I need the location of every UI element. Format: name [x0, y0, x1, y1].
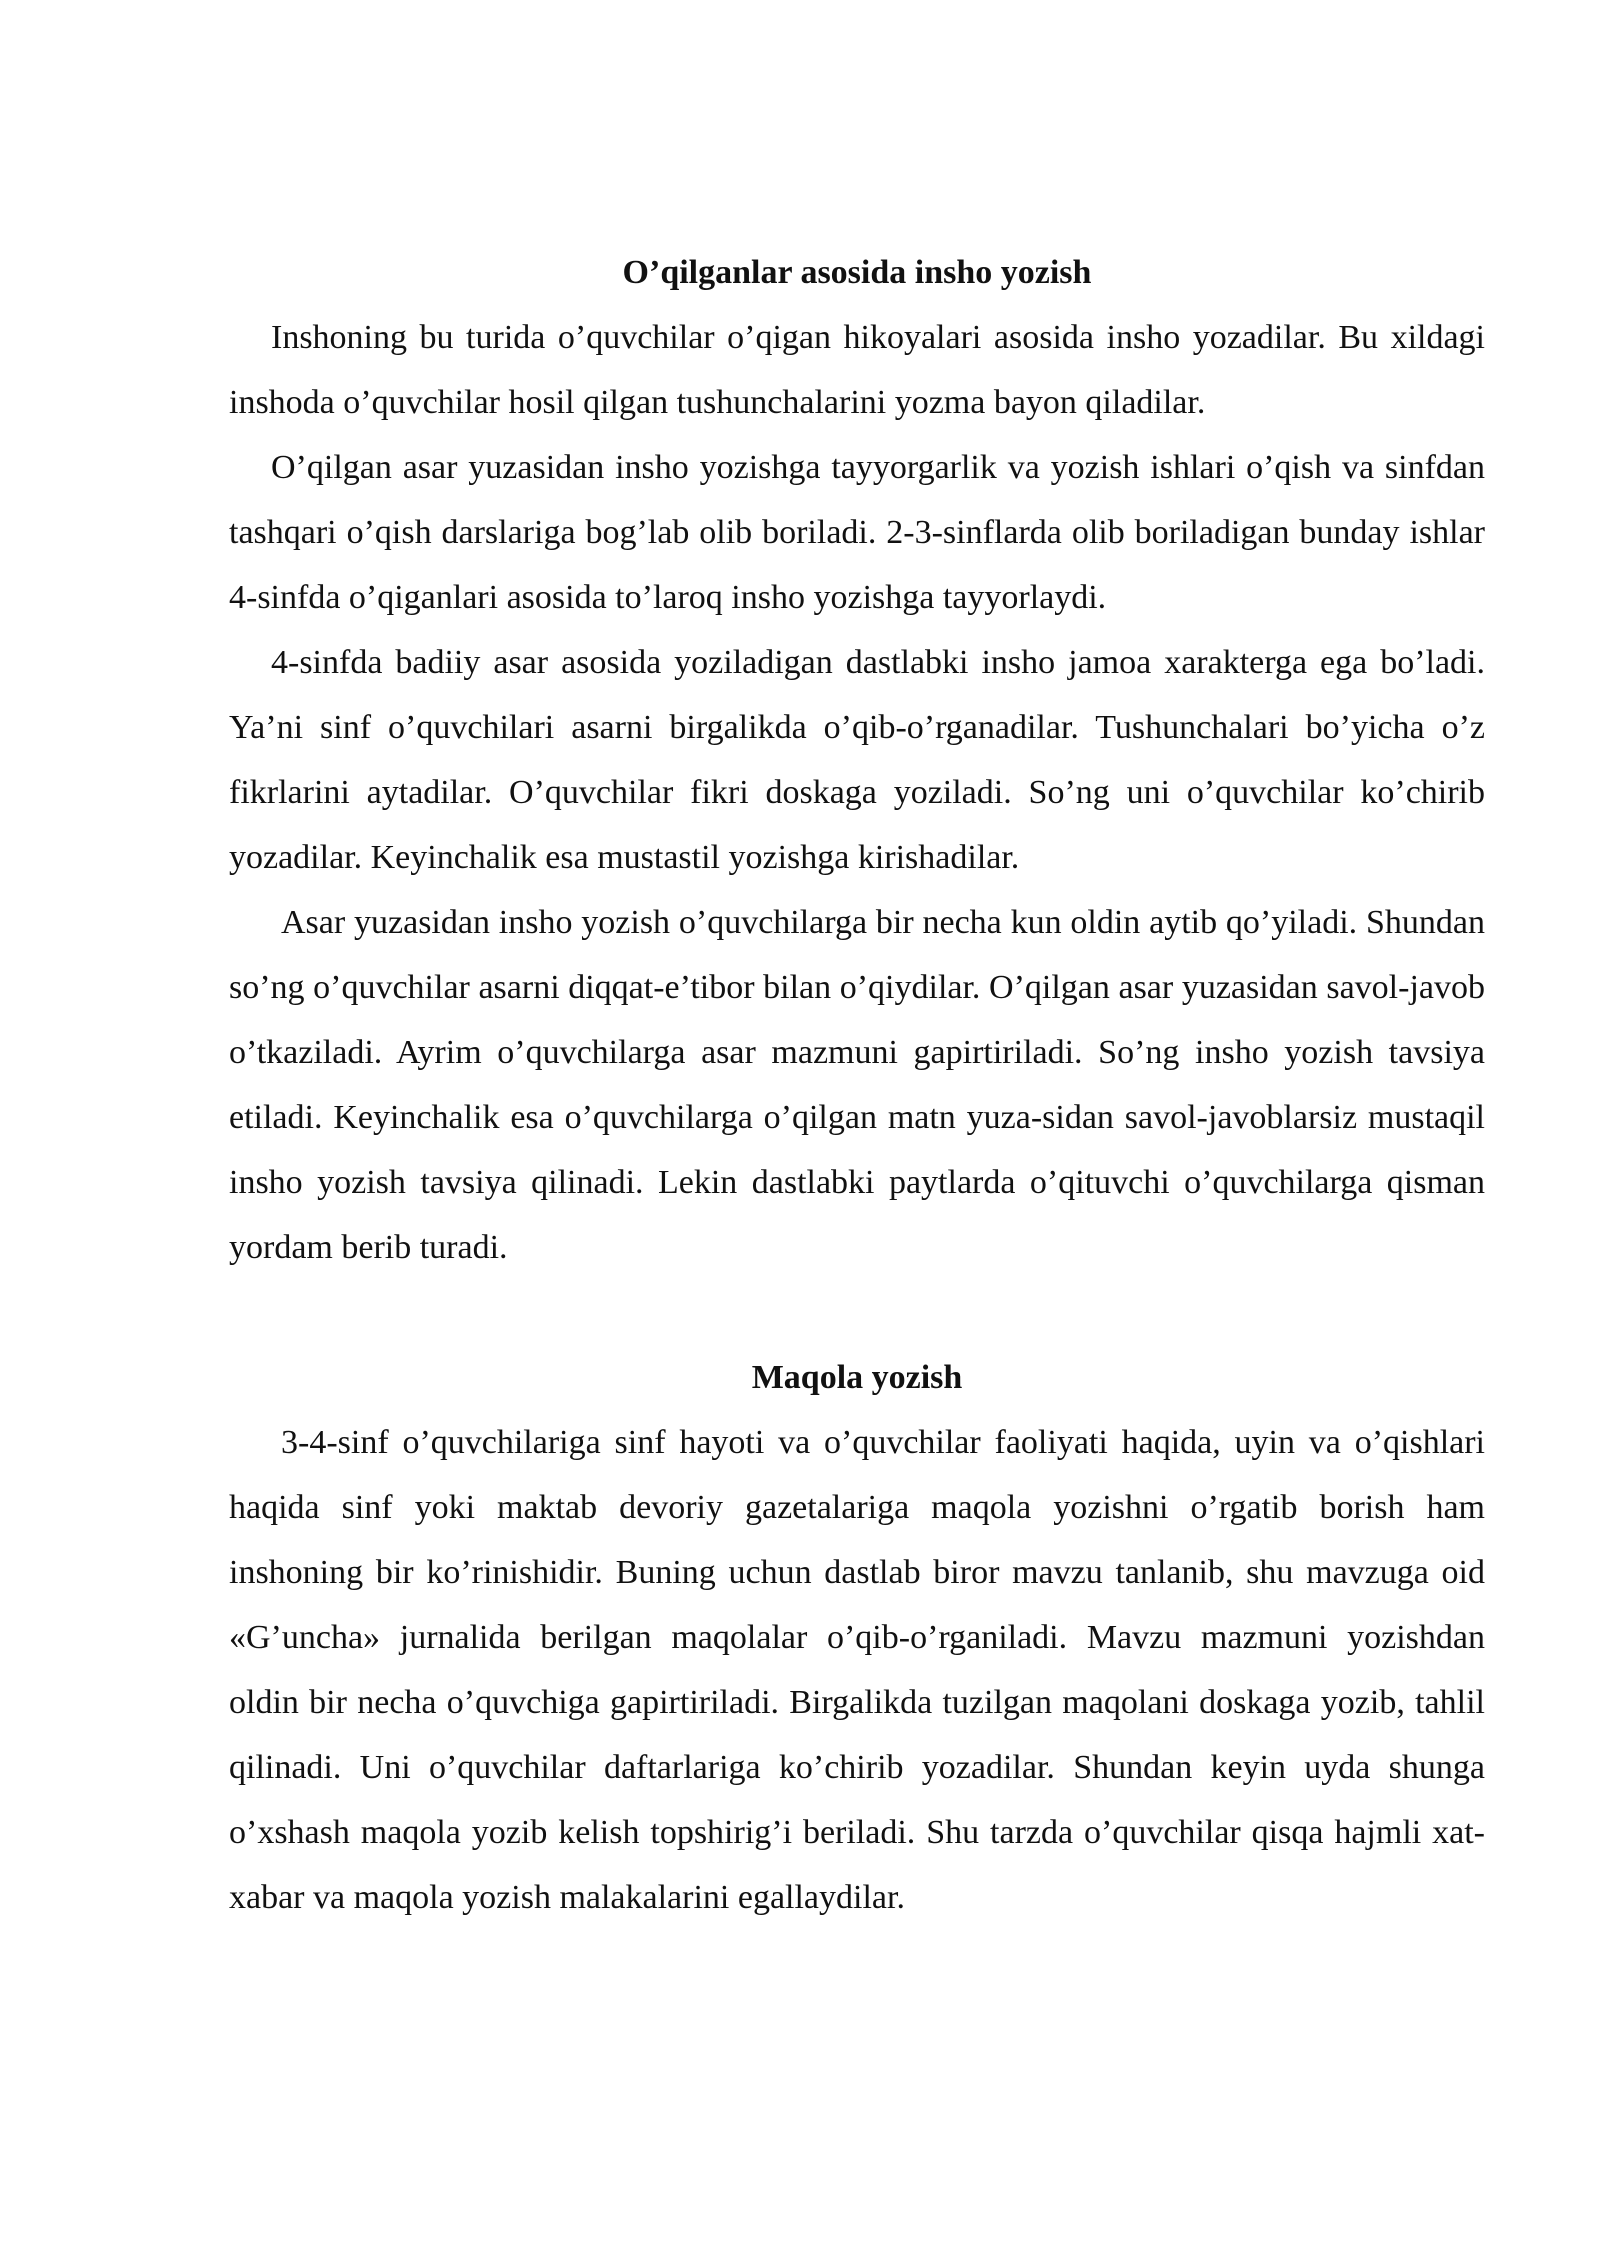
- paragraph: Inshoning bu turida o’quvchilar o’qigan hikoyalari asosida insho yozadilar. Bu xildagi inshoda o’quvchilar hosil qilgan tushunchalarini yozma bayon qiladilar.: [229, 319, 1485, 421]
- document-body: [229, 240, 1485, 1930]
- section-title-insho: O’qilganlar asosida insho yozish: [622, 254, 1092, 291]
- paragraph: O’qilgan asar yuzasidan insho yozishga tayyorgarlik va yozish ishlari o’qish va sinfdan tashqari o’qish darslariga bog’lab olib boriladi. 2-3-sinflarda olib boriladigan bunday ishlar 4-sinfda o’qiganlari asosida to’laroq insho yozishga tayyorlaydi.: [229, 449, 1485, 616]
- paragraph: 4-sinfda badiiy asar asosida yoziladigan dastlabki insho jamoa xarakterga ega bo’ladi. Ya’ni sinf o’quvchilari asarni birgalikda o’qib-o’rganadilar. Tushunchalari bo’yicha o’z fikrlarini aytadilar. O’quvchilar fikri doskaga yoziladi. So’ng uni o’quvchilar ko’chirib yozadilar. Keyinchalik esa mustastil yozishga kirishadilar.: [229, 644, 1485, 876]
- section-title-maqola: Maqola yozish: [751, 1359, 963, 1396]
- paragraph: 3-4-sinf o’quvchilariga sinf hayoti va o’quvchilar faoliyati haqida, uyin va o’qishlari haqida sinf yoki maktab devoriy gazetalariga maqola yozishni o’rgatib borish ham inshoning bir ko’rinishidir. Buning uchun dastlab biror mavzu tanlanib, shu mavzuga oid «G’uncha» jurnalida berilgan maqolalar o’qib-o’rganiladi. Mavzu mazmuni yozishdan oldin bir necha o’quvchiga gapirtiriladi. Birgalikda tuzilgan maqolani doskaga yozib, tahlil qilinadi. Uni o’quvchilar daftarlariga ko’chirib yozadilar. Shundan keyin uyda shunga o’xshash maqola yozib kelish topshirig’i beriladi. Shu tarzda o’quvchilar qisqa hajmli xat-xabar va maqola yozish malakalarini egallaydilar.: [229, 1424, 1485, 1916]
- paragraph: Asar yuzasidan insho yozish o’quvchilarga bir necha kun oldin aytib qo’yiladi. Shundan so’ng o’quvchilar asarni diqqat-e’tibor bilan o’qiydilar. O’qilgan asar yuzasidan savol-javob o’tkaziladi. Ayrim o’quvchilarga asar mazmuni gapirtiriladi. So’ng insho yozish tavsiya etiladi. Keyinchalik esa o’quvchilarga o’qilgan matn yuza-sidan savol-javoblarsiz mustaqil insho yozish tavsiya qilinadi. Lekin dastlabki paytlarda o’qituvchi o’quvchilarga qisman yordam berib turadi.: [229, 904, 1485, 1266]
- section-spacer: [229, 1280, 1485, 1345]
